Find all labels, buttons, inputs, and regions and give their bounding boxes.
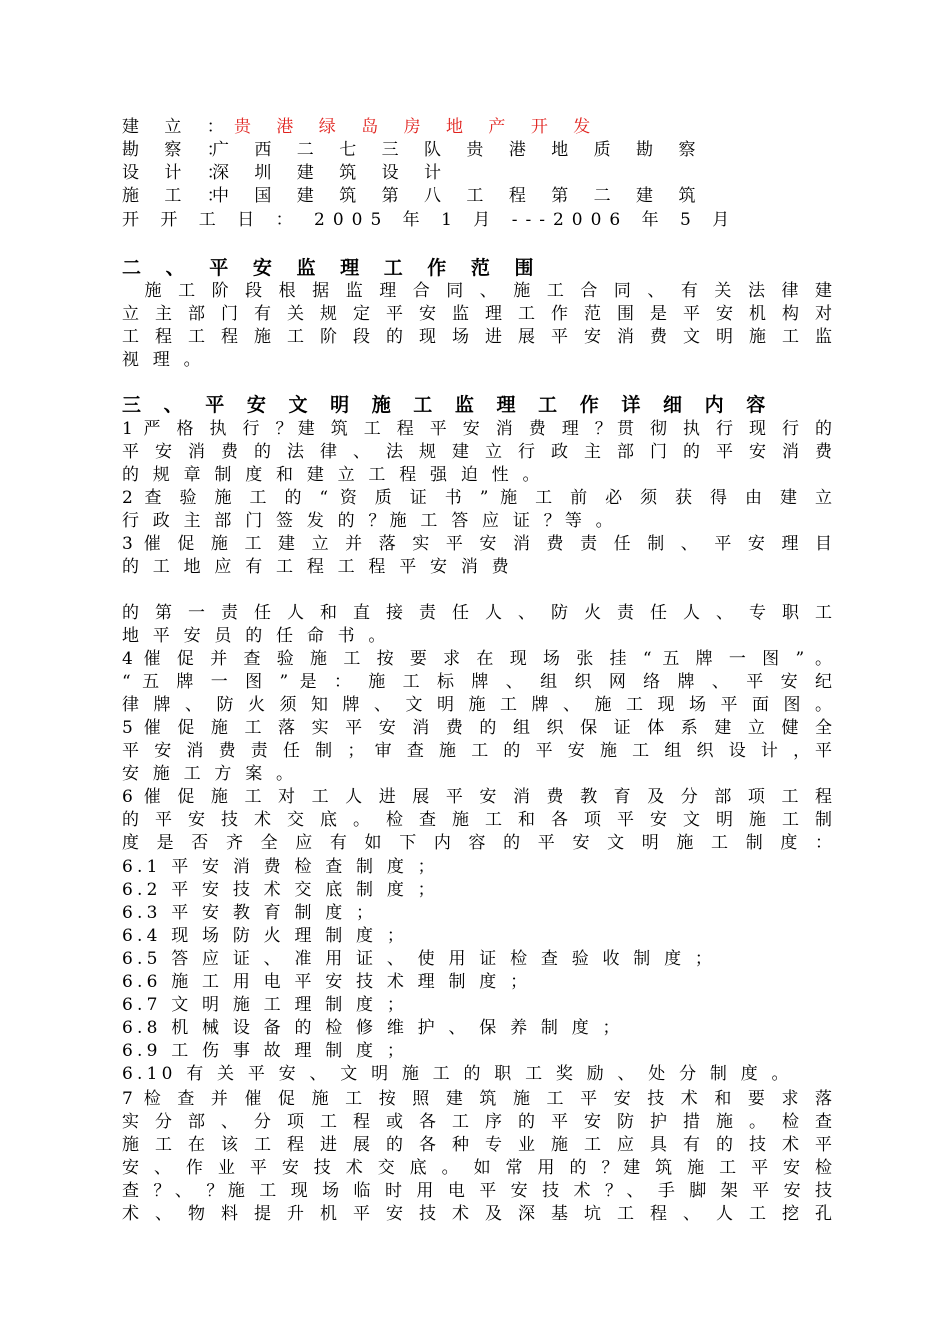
text-line: 查 ？、 ？施 工 现 场 临 时 用 电 平 安 技 术 ？、 手 脚 架 平 安 技 bbox=[122, 1181, 832, 1201]
text-line: 6.8 机 械 设 备 的 检 修 维 护 、 保 养 制 度 ； bbox=[122, 1018, 624, 1038]
text-line: 2 查 验 施 工 的 “ 资 质 证 书 ” 施 工 前 必 须 获 得 由 建 立 bbox=[122, 488, 832, 508]
text-line: 行 政 主 部 门 签 发 的 ？施 工 答 应 证 ？等 。 bbox=[122, 511, 617, 531]
text-line: 施 工 在 该 工 程 进 展 的 各 种 专 业 施 工 应 具 有 的 技 术 平 bbox=[122, 1135, 832, 1155]
kaigong-row: 开 开 工 日 ： 2005 年 1 月 ---2006 年 5 月 bbox=[122, 210, 738, 230]
text-line: 立 主 部 门 有 关 规 定 平 安 监 理 工 作 范 围 是 平 安 机 构 对 bbox=[122, 304, 832, 324]
text-line: 1 严 格 执 行 ？建 筑 工 程 平 安 消 费 理 ？贯 彻 执 行 现 行 的 bbox=[122, 419, 832, 439]
text-line: 的 平 安 技 术 交 底 。 检 查 施 工 和 各 项 平 安 文 明 施 工 制 bbox=[122, 810, 832, 830]
sheji-label: 设 计 ： bbox=[122, 163, 234, 183]
text-line: 6.5 答 应 证 、 准 用 证 、 使 用 证 检 查 验 收 制 度 ； bbox=[122, 949, 717, 969]
sheji-value: 深 圳 建 筑 设 计 bbox=[212, 163, 452, 183]
text-line: 4 催 促 并 查 验 施 工 按 要 求 在 现 场 张 挂 “ 五 牌 一 图 ” 。 bbox=[122, 649, 832, 669]
text-line: 6.1 平 安 消 费 检 查 制 度 ； bbox=[122, 857, 439, 877]
jianli-row bbox=[122, 116, 832, 139]
section2-title: 二 、 平 安 监 理 工 作 范 围 bbox=[122, 257, 543, 279]
kancha-label: 勘 察 ： bbox=[122, 140, 234, 160]
text-line: 地 平 安 员 的 任 命 书 。 bbox=[122, 626, 390, 646]
text-line: 工 程 工 程 施 工 阶 段 的 现 场 进 展 平 安 消 费 文 明 施 工 监 bbox=[122, 327, 832, 347]
text-line: 视 理 。 bbox=[122, 350, 205, 370]
text-line: 平 安 消 费 的 法 律 、 法 规 建 立 行 政 主 部 门 的 平 安 消 费 bbox=[122, 442, 832, 462]
shigong-label: 施 工 ： bbox=[122, 186, 234, 206]
shigong-row bbox=[122, 185, 832, 208]
text-line: 安 施 工 方 案 。 bbox=[122, 764, 298, 784]
text-line: 的 规 章 制 度 和 建 立 工 程 强 迫 性 。 bbox=[122, 465, 544, 485]
text-line: 实 分 部 、 分 项 工 程 或 各 工 序 的 平 安 防 护 措 施 。 检 查 bbox=[122, 1112, 832, 1132]
text-line: 6.6 施 工 用 电 平 安 技 术 理 制 度 ； bbox=[122, 972, 532, 992]
text-line: 施 工 阶 段 根 据 监 理 合 同 、 施 工 合 同 、 有 关 法 律 建 bbox=[122, 281, 832, 301]
text-line: 6.4 现 场 防 火 理 制 度 ； bbox=[122, 926, 409, 946]
kancha-value: 广 西 二 七 三 队 贵 港 地 质 勘 察 bbox=[212, 140, 706, 160]
text-line: 6.9 工 伤 事 故 理 制 度 ； bbox=[122, 1041, 409, 1061]
text-line: 6.3 平 安 教 育 制 度 ； bbox=[122, 903, 378, 923]
sheji-row bbox=[122, 162, 832, 185]
text-line: 6.10 有 关 平 安 、 文 明 施 工 的 职 工 奖 励 、 处 分 制 度 。 bbox=[122, 1064, 793, 1084]
text-line: 6 催 促 施 工 对 工 人 进 展 平 安 消 费 教 育 及 分 部 项 工 程 bbox=[122, 787, 832, 807]
text-line: 的 工 地 应 有 工 程 工 程 平 安 消 费 bbox=[122, 557, 513, 577]
jianli-value: 贵 港 绿 岛 房 地 产 开 发 bbox=[234, 117, 601, 137]
text-line: 3 催 促 施 工 建 立 并 落 实 平 安 消 费 责 任 制 、 平 安 理 目 bbox=[122, 534, 832, 554]
text-line: 术 、 物 料 提 升 机 平 安 技 术 及 深 基 坑 工 程 、 人 工 挖 孔 bbox=[122, 1204, 832, 1224]
text-line: 6.7 文 明 施 工 理 制 度 ； bbox=[122, 995, 409, 1015]
text-line: “ 五 牌 一 图 ” 是 ： 施 工 标 牌 、 组 织 网 络 牌 、 平 安 纪 bbox=[122, 672, 832, 692]
text-line: 安 、 作 业 平 安 技 术 交 底 。 如 常 用 的 ？建 筑 施 工 平 安 检 bbox=[122, 1158, 832, 1178]
kancha-row bbox=[122, 139, 832, 162]
text-line: 律 牌 、 防 火 须 知 牌 、 文 明 施 工 牌 、 施 工 现 场 平 面 图 。 bbox=[122, 695, 832, 715]
text-line: 平 安 消 费 责 任 制 ； 审 查 施 工 的 平 安 施 工 组 织 设 计 ，平 bbox=[122, 741, 832, 761]
shigong-value: 中 国 建 筑 第 八 工 程 第 二 建 筑 bbox=[212, 186, 706, 206]
text-line: 5 催 促 施 工 落 实 平 安 消 费 的 组 织 保 证 体 系 建 立 健 全 bbox=[122, 718, 832, 738]
text-line: 的 第 一 责 任 人 和 直 接 责 任 人 、 防 火 责 任 人 、 专 职 工 bbox=[122, 603, 832, 623]
text-line: 度 是 否 齐 全 应 有 如 下 内 容 的 平 安 文 明 施 工 制 度 ： bbox=[122, 833, 832, 853]
text-line: 7 检 查 并 催 促 施 工 按 照 建 筑 施 工 平 安 技 术 和 要 求 落 bbox=[122, 1089, 832, 1109]
text-line: 6.2 平 安 技 术 交 底 制 度 ； bbox=[122, 880, 439, 900]
jianli-label: 建 立 ： bbox=[122, 117, 234, 137]
section3-title: 三 、 平 安 文 明 施 工 监 理 工 作 详 细 内 容 bbox=[122, 394, 774, 416]
